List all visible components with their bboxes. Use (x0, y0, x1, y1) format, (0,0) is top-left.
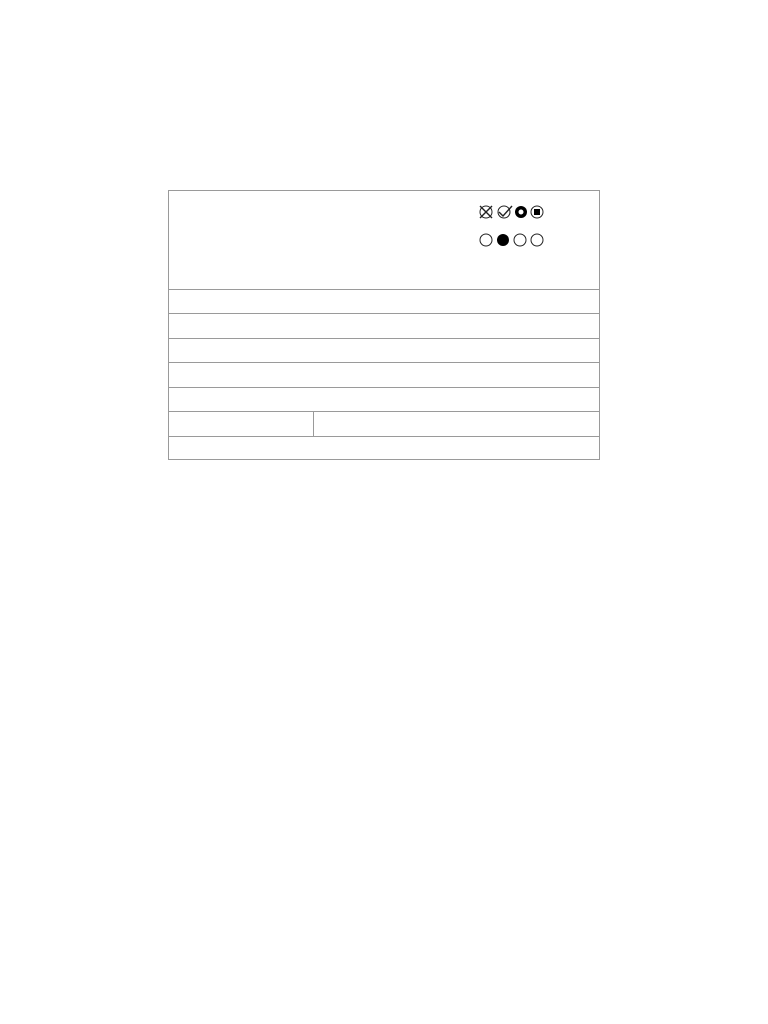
given-name-field[interactable] (169, 313, 599, 338)
wrong-method-examples-icon (479, 205, 549, 221)
surname-field[interactable] (169, 289, 599, 314)
room-seat-row (169, 411, 599, 436)
middle-name-field[interactable] (169, 338, 599, 363)
lrn-field[interactable] (169, 387, 599, 412)
room-seat-divider (313, 412, 314, 436)
year-strand-sec-field[interactable] (169, 362, 599, 387)
adviser-field[interactable] (169, 436, 599, 461)
correct-method-example-icon (479, 233, 549, 249)
student-info-box (168, 190, 600, 460)
